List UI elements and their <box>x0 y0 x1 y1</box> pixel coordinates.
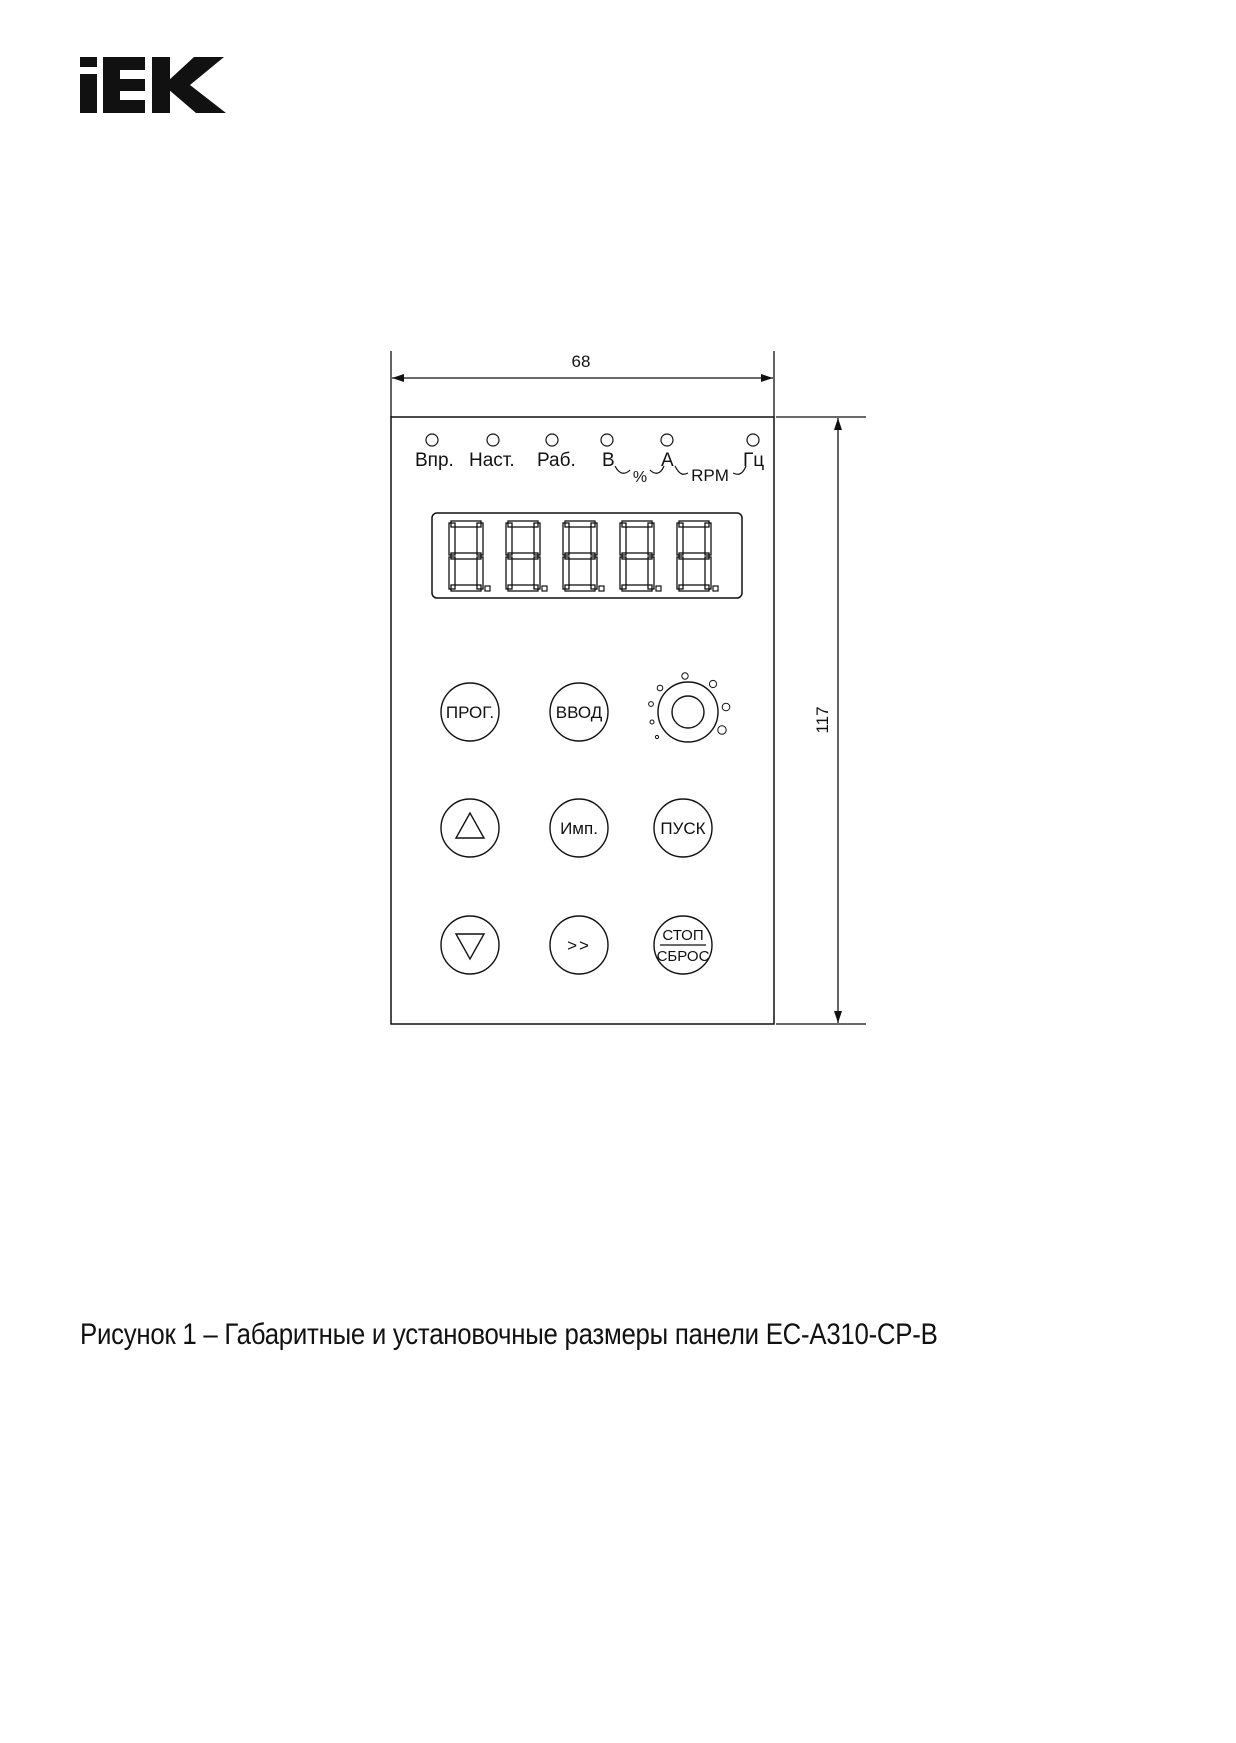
segment <box>506 557 512 589</box>
segment <box>648 557 654 589</box>
segment <box>648 523 654 555</box>
seven-segment-display <box>449 521 718 591</box>
segment <box>563 523 569 555</box>
decimal-point <box>485 586 490 591</box>
triangle-up-icon <box>456 813 484 838</box>
indicator-label-setting: Наст. <box>469 450 515 471</box>
reset-button-label: СБРОС <box>656 948 710 965</box>
knob-inner-icon <box>672 696 704 728</box>
segment <box>477 523 483 555</box>
figure-caption: Рисунок 1 – Габаритные и установочные размеры панели EC-A310-CP-B <box>80 1318 938 1351</box>
indicator-label-volt: В <box>602 450 615 471</box>
height-dimension <box>776 417 866 1024</box>
digit-8-icon <box>449 521 490 591</box>
bracket-icon <box>615 466 630 473</box>
scale-dot-icon <box>649 702 654 707</box>
width-dimension <box>391 351 774 417</box>
segment <box>449 557 455 589</box>
segment <box>534 523 540 555</box>
digit-8-icon <box>563 521 604 591</box>
led-icon <box>747 434 759 446</box>
led-icon <box>426 434 438 446</box>
prog-button-label: ПРОГ. <box>445 703 495 722</box>
decimal-point <box>542 586 547 591</box>
enter-button-label: ВВОД <box>555 703 603 722</box>
up-button[interactable] <box>441 799 499 857</box>
segment <box>591 557 597 589</box>
segment <box>620 557 626 589</box>
led-icon <box>546 434 558 446</box>
rpm-label: RPM <box>691 466 729 485</box>
jog-button-label: Имп. <box>560 819 598 838</box>
segment <box>449 523 455 555</box>
digit-8-icon <box>677 521 718 591</box>
width-dimension-label: 68 <box>571 352 591 371</box>
segment <box>677 523 683 555</box>
indicator-label-run: Раб. <box>537 450 576 471</box>
segment <box>620 523 626 555</box>
potentiometer-knob[interactable] <box>649 673 730 742</box>
triangle-down-icon <box>456 934 484 959</box>
decimal-point <box>656 586 661 591</box>
scale-dot-icon <box>650 720 654 724</box>
digit-8-icon <box>620 521 661 591</box>
segment <box>677 557 683 589</box>
knob-outer-icon <box>658 682 718 742</box>
segment <box>477 557 483 589</box>
indicator-label-amp: А <box>661 450 674 471</box>
shift-button[interactable] <box>550 916 608 974</box>
segment <box>534 557 540 589</box>
shift-button-label: >> <box>567 936 591 955</box>
keypad <box>441 673 730 974</box>
segment <box>591 523 597 555</box>
indicator-label-hz: Гц <box>743 450 765 471</box>
indicator-row <box>415 434 764 486</box>
jog-button[interactable] <box>550 799 608 857</box>
prog-button[interactable] <box>441 683 499 741</box>
indicator-label-reverse: Впр. <box>415 450 454 471</box>
scale-dot-icon <box>718 726 726 734</box>
run-button[interactable] <box>654 799 712 857</box>
scale-dot-icon <box>657 685 663 691</box>
segment <box>563 557 569 589</box>
segment <box>506 523 512 555</box>
segment <box>705 523 711 555</box>
down-button[interactable] <box>441 916 499 974</box>
led-icon <box>487 434 499 446</box>
decimal-point <box>713 586 718 591</box>
height-dimension-label: 117 <box>813 706 832 734</box>
led-icon <box>601 434 613 446</box>
scale-dot-icon <box>655 735 658 738</box>
stop-reset-button[interactable] <box>654 916 712 974</box>
stop-button-label: СТОП <box>662 927 704 944</box>
enter-button[interactable] <box>550 683 608 741</box>
segment <box>705 557 711 589</box>
digit-8-icon <box>506 521 547 591</box>
percent-label: % <box>632 469 648 486</box>
bracket-icon <box>675 466 688 474</box>
scale-dot-icon <box>682 673 688 679</box>
run-button-label: ПУСК <box>660 819 706 838</box>
scale-dot-icon <box>709 680 716 687</box>
led-icon <box>661 434 673 446</box>
scale-dot-icon <box>722 703 730 711</box>
decimal-point <box>599 586 604 591</box>
